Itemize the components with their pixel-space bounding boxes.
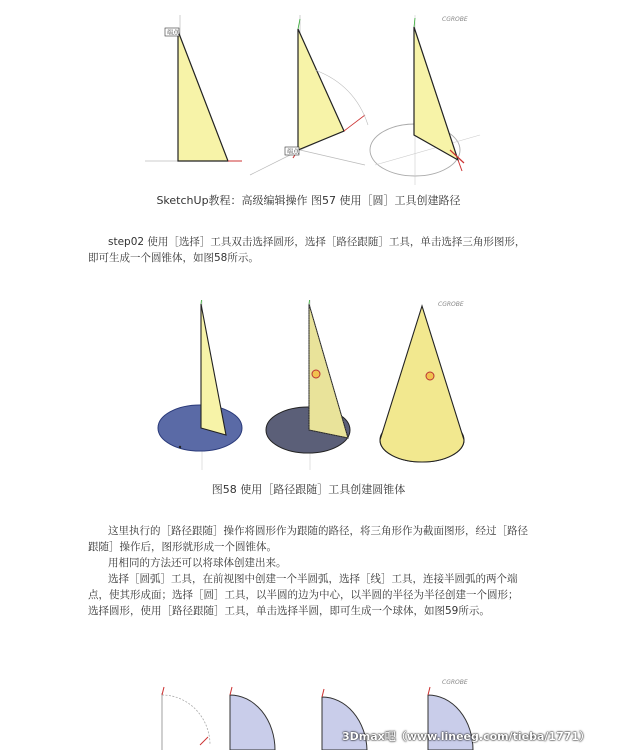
figure-57 [140,15,500,185]
watermark-logo: CGROBE [442,16,468,23]
figure-58-illustration [150,300,480,470]
fig57-panel-1 [145,15,242,161]
fig59-panel-2 [230,687,275,750]
site-watermark: 3Dmax吧（www.lineeg.com/tieba/1771） [342,730,591,743]
fig58-panel-3 [380,301,464,462]
triangle-shape [414,27,458,160]
figure-58-caption: 图58 使用［路径跟随］工具创建圆锥体 [211,483,406,496]
semicircle-shape [230,695,275,750]
paragraph-step02: step02 使用［选择］工具双击选择圆形，选择［路径跟随］工具，单击选择三角形图形，即可生成一个圆锥体，如图58所示。 [88,236,526,264]
disc-shape [158,405,242,451]
fig58-panel-1 [158,300,242,470]
cursor-icon [426,372,434,380]
arc-shape [162,695,210,745]
cone-shape [380,306,464,462]
fig57-panel-3 [370,15,480,185]
fig59-panel-1 [162,687,210,750]
fig58-panel-2 [266,300,350,470]
endpoint-label: 端点 [167,29,180,37]
watermark-logo: CGROBE [438,301,464,308]
cursor-icon [312,370,320,378]
figure-57-caption: SketchUp教程：高级编辑操作 图57 使用［圆］工具创建路径 [156,194,461,207]
triangle-shape [178,31,228,161]
triangle-shape [298,29,344,150]
figure-58 [150,300,480,470]
triangle-shape [201,304,226,435]
paragraph-explanation: 这里执行的［路径跟随］操作将圆形作为跟随的路径，将三角形作为截面图形，经过［路径跟随］操作后，图形就形成一个圆锥体。 用相同的方法还可以将球体创建出来。 选择［圆弧］工具，在前视图中创建一个半圆弧，选择［线］工具，连接半圆弧的两个端点，使其形成面；选择［圆］工具，以半圆的边为中心，以半圆的半径为半径创建一个圆形；选择圆形，使用［路径跟随］工具，单击选择半圆，即可生成一个球体，如图59所示。 [88,525,528,617]
svg-text:端点: 端点 [287,148,300,156]
watermark-logo: CGROBE [442,679,468,686]
fig57-panel-2 [250,15,368,175]
figure-57-illustration [140,15,500,185]
